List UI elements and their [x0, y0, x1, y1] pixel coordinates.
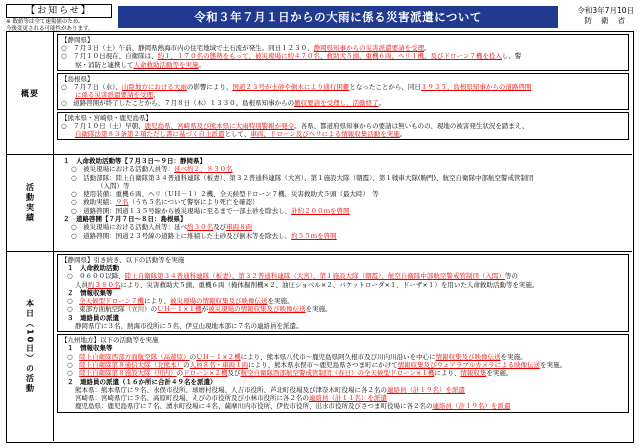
overview-label: 概要: [21, 88, 39, 98]
activities-content: [57, 157, 629, 249]
text-segment: ○ ７月３日（土）午前、静岡県熱海市内の住宅地域で土石流が発生。同日１２３０、: [61, 44, 314, 52]
today-row: [7, 252, 632, 441]
text-segment: 連絡員（計１１名）を派遣: [309, 394, 387, 403]
today-label: 本日（10日）の活動: [25, 298, 35, 395]
text-segment: 熊本県：熊本県庁に９名、水俣市役所、球磨村役場、人吉市役所、芦北町役場及び津奈木町役場に各２名の: [75, 385, 387, 394]
text-segment: 陸上自衛隊第８施設大隊（川内）: [79, 369, 177, 378]
text-segment: 延べ約２，８３０名: [174, 165, 233, 174]
text-segment: 約１，１７０名の態勢をもって、被災現場に約４７０名、救助犬５頭、重機６両、ヘリ１機、及びドローン７機を投入: [157, 52, 502, 61]
overview-row: [7, 32, 632, 155]
today-line: [61, 305, 625, 313]
text-segment: 約３０名: [187, 223, 214, 232]
text-segment: ○ 被災現場における活動人員等：: [71, 165, 175, 174]
text-segment: 。: [153, 91, 160, 100]
text-segment: を実施。: [486, 369, 513, 378]
text-segment: により、: [144, 297, 171, 306]
today-line: [61, 386, 625, 394]
overview-label-cell: [7, 32, 54, 154]
text-segment: 等の: [504, 272, 518, 281]
text-segment: ○ ７月１０日現在、自衛隊は、: [61, 52, 158, 61]
text-segment: 。: [424, 44, 431, 52]
activities-line: [57, 207, 629, 215]
text-segment: 陸上自衛隊第３４普通科連隊（板妻）、第３２普通科連隊（大宮）、第１施設大隊（朝霞）、航空自衛隊中部航空警戒管制団（入間）: [124, 272, 505, 281]
text-segment: により、災害救助犬５頭、重機６両（掩体掘削機×２、油圧ショベル×２、バケットローダ×１、ドーザ×１）を用いた人命救助活動等を実施。: [120, 280, 539, 289]
text-segment: 人員８名・車両１両: [189, 360, 249, 369]
text-segment: 情報収集及び映像伝送: [435, 352, 501, 361]
text-segment: 全天候型ドローン７機: [79, 297, 145, 306]
note-line: ※ 数値等は全て速報値のため、: [6, 19, 84, 25]
overview-shimane: [57, 73, 629, 110]
overview-shimane-title: 【島根県】: [61, 74, 94, 83]
activities-row: [7, 155, 632, 252]
today-line: [61, 361, 625, 369]
text-segment: ○ 道路啓開が終了したことから、７月８日（木）１３３０、島根県知事からの: [61, 99, 295, 108]
text-segment: に係る災害派遣要請を受理: [75, 91, 153, 100]
overview-kyushu: [57, 112, 629, 141]
text-segment: 国道２３号が土砂や倒木により通行困難: [232, 82, 350, 91]
text-segment: 及び: [213, 223, 227, 232]
report-table: [6, 31, 634, 443]
overview-line: [61, 122, 625, 130]
today-section-title: １ 人命救助活動: [67, 264, 119, 272]
overview-line: [61, 61, 625, 69]
text-segment: ＵＨ－１×１機: [157, 305, 202, 314]
text-segment: 及び: [227, 369, 241, 378]
text-segment: が: [201, 305, 209, 314]
overview-line: [61, 99, 625, 107]
text-segment: を実施。: [500, 352, 527, 361]
overview-shizuoka-title: 【静岡県】: [61, 36, 94, 44]
text-segment: ○ 道路啓開：国道２３号線の道路上に堆積した土砂及び倒木等を除去し、: [71, 231, 292, 240]
text-segment: 。: [294, 121, 301, 130]
overview-line: [61, 83, 625, 91]
text-segment: 情報収集: [460, 369, 487, 378]
activities-line: [57, 165, 629, 173]
today-line: 静岡県庁に３名、熱海市役所に５名、伊豆山現地本部に７名の連絡員を派遣。: [75, 322, 303, 331]
text-segment: 自衛隊法第８３条第２項ただし書に基づく自主派遣: [75, 130, 225, 139]
activities-line: [57, 198, 629, 206]
activities-section-title: ２ 道路啓開【７月７日～８日：島根県】: [63, 215, 187, 224]
activities-line: （入間）等: [97, 181, 130, 190]
text-segment: ○ ７月１０日（土）早朝、: [61, 121, 145, 130]
text-segment: を実施。: [267, 297, 294, 306]
text-segment: の: [189, 352, 197, 361]
text-segment: 人員: [75, 280, 88, 289]
text-segment: ○ 東部方面航空隊（立川）の: [67, 305, 158, 314]
text-segment: ○: [67, 297, 80, 306]
activities-line: [57, 232, 629, 240]
text-segment: 陸上自衛隊第８通信大隊（北熊本）: [79, 360, 184, 369]
text-segment: により、: [434, 369, 461, 378]
notice-label: 【お知らせ】: [6, 4, 112, 18]
text-segment: の: [176, 369, 184, 378]
page-title: 令和３年７月１日からの大雨に係る災害派遣について: [118, 6, 558, 28]
text-segment: 人命救助活動等を実施: [133, 60, 199, 69]
overview-line: [61, 52, 625, 60]
text-segment: 鹿児島県：鹿児島県庁に７名、湧水町役場に４名、薩摩川内市役所、伊佐市役所、出水市役所及びさつま町役場に各２名の: [75, 402, 433, 411]
activities-label-cell: [7, 155, 54, 251]
text-segment: の: [183, 360, 190, 369]
text-segment: 。: [198, 60, 205, 69]
doc-org: 防衛省: [584, 16, 634, 25]
text-segment: により、熊本県八代市～鹿児島県阿久根市及び川内川沿いを中心に: [240, 352, 436, 361]
activities-label: 活動実績: [25, 183, 35, 223]
text-segment: （うち５名について警察により死亡を確認）: [128, 198, 259, 207]
text-segment: として、: [224, 130, 251, 139]
text-segment: ○ ０６００以降、: [67, 272, 125, 281]
text-segment: ○ 救助実績：: [71, 198, 116, 207]
text-segment: により、熊本県水俣市～鹿児島県さつま町にかけて: [248, 360, 398, 369]
activities-line: [57, 223, 629, 231]
text-segment: ドローン×２機: [183, 369, 228, 378]
text-segment: を実施。: [540, 360, 567, 369]
text-segment: ○ 被災現場における活動人員等：延べ: [71, 223, 188, 232]
text-segment: ９名: [115, 198, 129, 207]
overview-line: [61, 130, 625, 138]
text-segment: ○: [67, 352, 80, 361]
text-segment: 航空自衛隊西部航空警戒管制団（春日）の全天候型ドローン×１機: [240, 369, 435, 378]
text-segment: 計約２００ｍを啓開: [291, 206, 350, 215]
text-segment: 。: [399, 130, 407, 139]
text-segment: 陸上自衛隊西部方面航空隊（高遊原）: [79, 352, 190, 361]
activities-section-title: １ 人命救助活動等【７月３日～９日：静岡県】: [63, 157, 206, 165]
text-segment: ○ 道路啓開：国道１３５号線から被災現場に至るまで一部土砂を除去し、: [71, 206, 292, 215]
today-line: [61, 394, 625, 402]
text-segment: 連絡員（計１９名）を派遣: [432, 402, 511, 411]
text-segment: 情報収集及びウェアラブルカメラによる映像伝送: [397, 360, 541, 369]
text-segment: 。: [378, 99, 386, 108]
text-segment: 約５５ｍを啓開: [291, 231, 337, 240]
today-line: [61, 272, 625, 280]
text-segment: を実施。: [305, 305, 332, 314]
today-section-title: １ 情報収集等: [67, 344, 113, 353]
text-segment: ○: [67, 360, 80, 369]
note-line: 今後変更される可能性があります。: [6, 25, 94, 32]
activities-line: ○ 使用装備：重機６両、ヘリ（ＵＨ－１）２機、全天候型ドローン７機、災害救助犬５頭（最大時） 等: [71, 190, 379, 199]
text-segment: 連絡員（計１９名）を派遣: [387, 385, 465, 394]
text-segment: 車両、ドローン及びヘリによる情報収集活動を実施: [250, 130, 400, 139]
text-segment: ○ ７月７日（水）、: [61, 82, 122, 91]
doc-date: 令和3年7月10日: [577, 6, 634, 15]
text-segment: 山陰地方における大雨: [121, 82, 187, 91]
today-section-title: ２ 情報収集等: [67, 288, 113, 297]
overview-content: [57, 34, 629, 152]
text-segment: となったことから、同日: [349, 82, 421, 91]
text-segment: 各県、都道府県知事からの要請は無いものの、現地の被害発生状況を踏まえ、: [300, 121, 529, 130]
text-segment: ＵＨ－１×２機: [196, 352, 241, 361]
doc-meta: [562, 6, 634, 26]
header: [6, 4, 636, 32]
today-kyushu-title: 【九州地方】以下の活動等を実施: [61, 336, 159, 345]
today-line: [61, 353, 625, 361]
activities-line: ○ 活動部隊：陸上自衛隊第３４普通科連隊（板妻）、第３２普通科連隊（大宮）、第１施設大隊（朝霞）、第１戦車大隊(駒門)、航空自衛隊中部航空警戒管制団: [71, 173, 534, 182]
text-segment: 鹿児島県、宮崎県及び熊本県に大雨特別警報が発令: [144, 121, 295, 130]
today-line: [61, 281, 625, 289]
text-segment: 約３８０名: [88, 280, 121, 289]
text-segment: ○: [67, 369, 80, 378]
today-section-title: ３ 連絡員の派遣: [67, 313, 119, 322]
text-segment: 車両８両: [226, 223, 253, 232]
today-label-cell: [7, 252, 54, 441]
today-line: [61, 369, 625, 377]
today-line: [61, 402, 625, 410]
text-segment: 被災現場の情報収集及び映像伝送: [170, 297, 268, 306]
overview-line: [61, 44, 625, 52]
text-segment: し、警: [501, 52, 522, 61]
today-shizuoka-title: 【静岡県】引き続き、以下の活動等を実施: [61, 256, 185, 264]
text-segment: の影響により、: [186, 82, 233, 91]
overview-line: [61, 91, 625, 99]
today-section-title: ２ 連絡員の派遣（１６か所に合計４９名を派遣）: [67, 377, 217, 386]
text-segment: 静岡県知事からの災害派遣要請を受理: [313, 44, 425, 52]
today-content: [57, 254, 629, 439]
overview-shizuoka: [57, 34, 629, 71]
text-segment: 被災現場の情報収集及び映像伝送: [208, 305, 306, 314]
today-shizuoka: [57, 254, 629, 332]
today-line: [61, 297, 625, 305]
text-segment: 察・消防と連携して: [75, 60, 134, 69]
text-segment: 撤収要請を受理し、活動終了: [294, 99, 379, 108]
overview-kyushu-title: 【熊本県・宮崎県・鹿児島県】: [61, 113, 152, 122]
today-kyushu: [57, 334, 629, 412]
text-segment: １９３５、島根県知事からの道路啓開: [420, 82, 532, 91]
text-segment: 宮崎県：宮崎県庁に５名、高原町役場、えびの市役所及び小林市役所に各２名の: [75, 394, 309, 403]
